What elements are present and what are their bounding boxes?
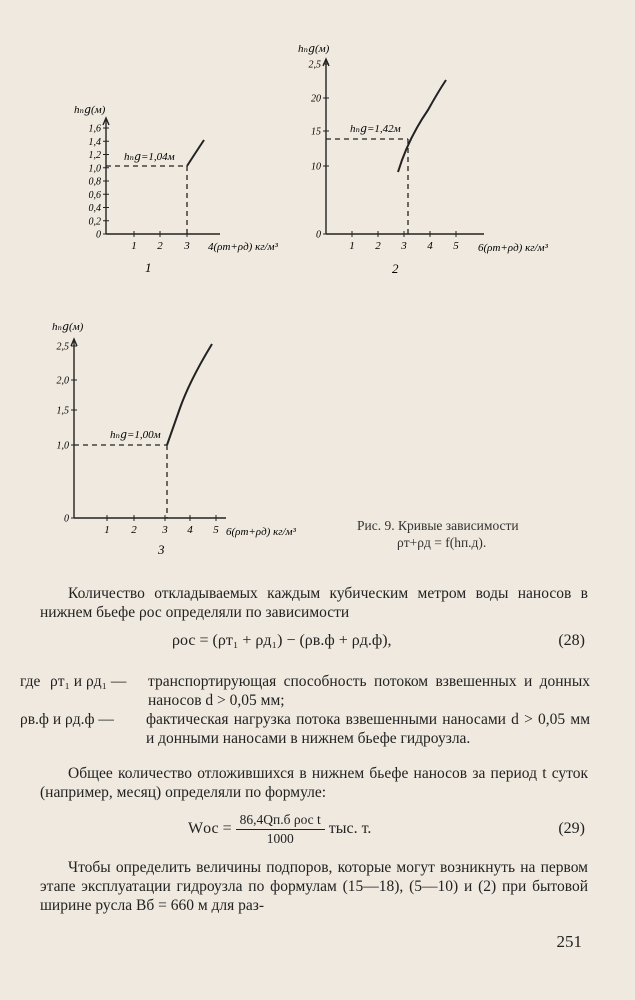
- equation-29-numerator: 86,4Qп.б ρос t: [236, 812, 325, 830]
- chart-3-annotation: hₙ𝑔=1,00м: [110, 429, 161, 441]
- definition-2: [20, 710, 590, 748]
- y-tick-label: 2,5: [56, 341, 69, 353]
- equation-29: [188, 812, 371, 847]
- chart-1-ylabel: hₙ𝑔(м): [74, 104, 106, 116]
- x-tick-label: 4: [427, 240, 433, 252]
- equation-28: ρос = (ρт₁ + ρд₁) − (ρв.ф + ρд.ф),: [172, 632, 392, 649]
- y-tick-label: 1,6: [88, 123, 101, 135]
- chart-2-ylabel: hₙ𝑔(м): [298, 43, 330, 55]
- chart-1-number: 1: [145, 260, 152, 275]
- x-tick-label: 3: [184, 240, 190, 252]
- x-tick-label: 3: [162, 524, 168, 536]
- equation-29-rhs: тыс. т.: [328, 820, 372, 838]
- chart-2-number: 2: [392, 261, 399, 276]
- equation-29-number: (29): [558, 820, 585, 837]
- definition-1: [20, 672, 590, 710]
- x-tick-label: 1: [349, 240, 355, 252]
- chart-2: [290, 40, 560, 280]
- x-tick-label: 2: [157, 240, 163, 252]
- chart-3-ylabel: hₙ𝑔(м): [52, 321, 84, 333]
- y-tick-label: 0: [316, 229, 321, 241]
- definition-2-term: ρв.ф и ρд.ф —: [20, 711, 114, 728]
- definition-2-description: фактическая нагрузка потока взвешенными наносами d > 0,05 мм и донными наносами в нижнем бьефе гидроузла.: [146, 711, 590, 747]
- y-tick-label: 0,2: [88, 216, 101, 228]
- x-tick-label: 1: [131, 240, 137, 252]
- figure-caption: [357, 517, 519, 551]
- y-tick-label: 20: [311, 93, 321, 105]
- page-number: 251: [556, 932, 582, 951]
- equation-29-fraction: [236, 812, 325, 847]
- chart-2-curve: [398, 80, 446, 172]
- x-tick-label: 5: [213, 524, 219, 536]
- chart-1: [60, 100, 290, 280]
- y-tick-label: 2,0: [56, 375, 69, 387]
- equation-29-denominator: 1000: [266, 831, 294, 846]
- definition-1-term: ρт₁ и ρд₁ —: [50, 673, 127, 690]
- y-tick-label: 0,8: [88, 176, 101, 188]
- x-tick-label: 1: [104, 524, 110, 536]
- paragraph-3: Чтобы определить величины подпоров, которые могут возникнуть на первом этапе эксплуатации гидроузла по формулам (15—18), (5—10) и (2) при бытовой ширине русла Bб = 660 м для раз-: [40, 859, 588, 914]
- x-tick-label: 2: [375, 240, 381, 252]
- y-tick-label: 1,5: [56, 405, 69, 417]
- equation-29-lhs: Wос =: [188, 820, 232, 838]
- equation-28-number: (28): [558, 632, 585, 649]
- chart-3-xlabel: 6(ρт+ρд) кг/м³: [226, 526, 296, 538]
- y-tick-label: 0: [96, 229, 101, 241]
- chart-1-axes: [103, 118, 220, 234]
- chart-2-annotation: hₙ𝑔=1,42м: [350, 123, 401, 135]
- x-tick-label: 5: [453, 240, 459, 252]
- y-tick-label: 0: [64, 513, 69, 525]
- y-tick-label: 1,4: [88, 136, 101, 148]
- x-tick-label: 2: [131, 524, 137, 536]
- chart-3: [30, 318, 330, 558]
- definitions: [20, 672, 590, 748]
- figure-caption-line-2: ρт+ρд = f(hп.д).: [397, 535, 487, 550]
- y-tick-label: 1,0: [88, 163, 101, 175]
- figure-caption-line-1: Рис. 9. Кривые зависимости: [357, 518, 519, 533]
- y-tick-label: 10: [311, 161, 321, 173]
- y-tick-label: 1,0: [56, 440, 69, 452]
- chart-1-annotation: hₙ𝑔=1,04м: [124, 151, 175, 163]
- chart-3-number: 3: [158, 542, 165, 557]
- chart-2-axes: [323, 59, 484, 234]
- y-tick-label: 0,6: [88, 189, 101, 201]
- chart-2-xlabel: 6(ρт+ρд) кг/м³: [478, 242, 548, 254]
- paragraph-1: Количество откладываемых каждым кубическим метром воды наносов в нижнем бьефе ρос определяли по зависимости: [40, 585, 588, 621]
- chart-1-curve: [187, 140, 204, 166]
- chart-3-curve: [167, 344, 212, 445]
- y-tick-label: 1,2: [88, 150, 101, 161]
- chart-1-xlabel: 4(ρт+ρд) кг/м³: [208, 241, 278, 253]
- y-tick-label: 15: [311, 126, 321, 138]
- x-tick-label: 4: [187, 524, 193, 536]
- paragraph-2: Общее количество отложившихся в нижнем бьефе наносов за период t суток (например, месяц) определяли по формуле:: [40, 765, 588, 801]
- x-tick-label: 3: [401, 240, 407, 252]
- definition-1-description: транспортирующая способность потоком взвешенных и донных наносов d > 0,05 мм;: [148, 673, 590, 709]
- definition-where: где: [20, 673, 41, 690]
- y-tick-label: 2,5: [308, 59, 321, 71]
- y-tick-label: 0,4: [88, 203, 101, 214]
